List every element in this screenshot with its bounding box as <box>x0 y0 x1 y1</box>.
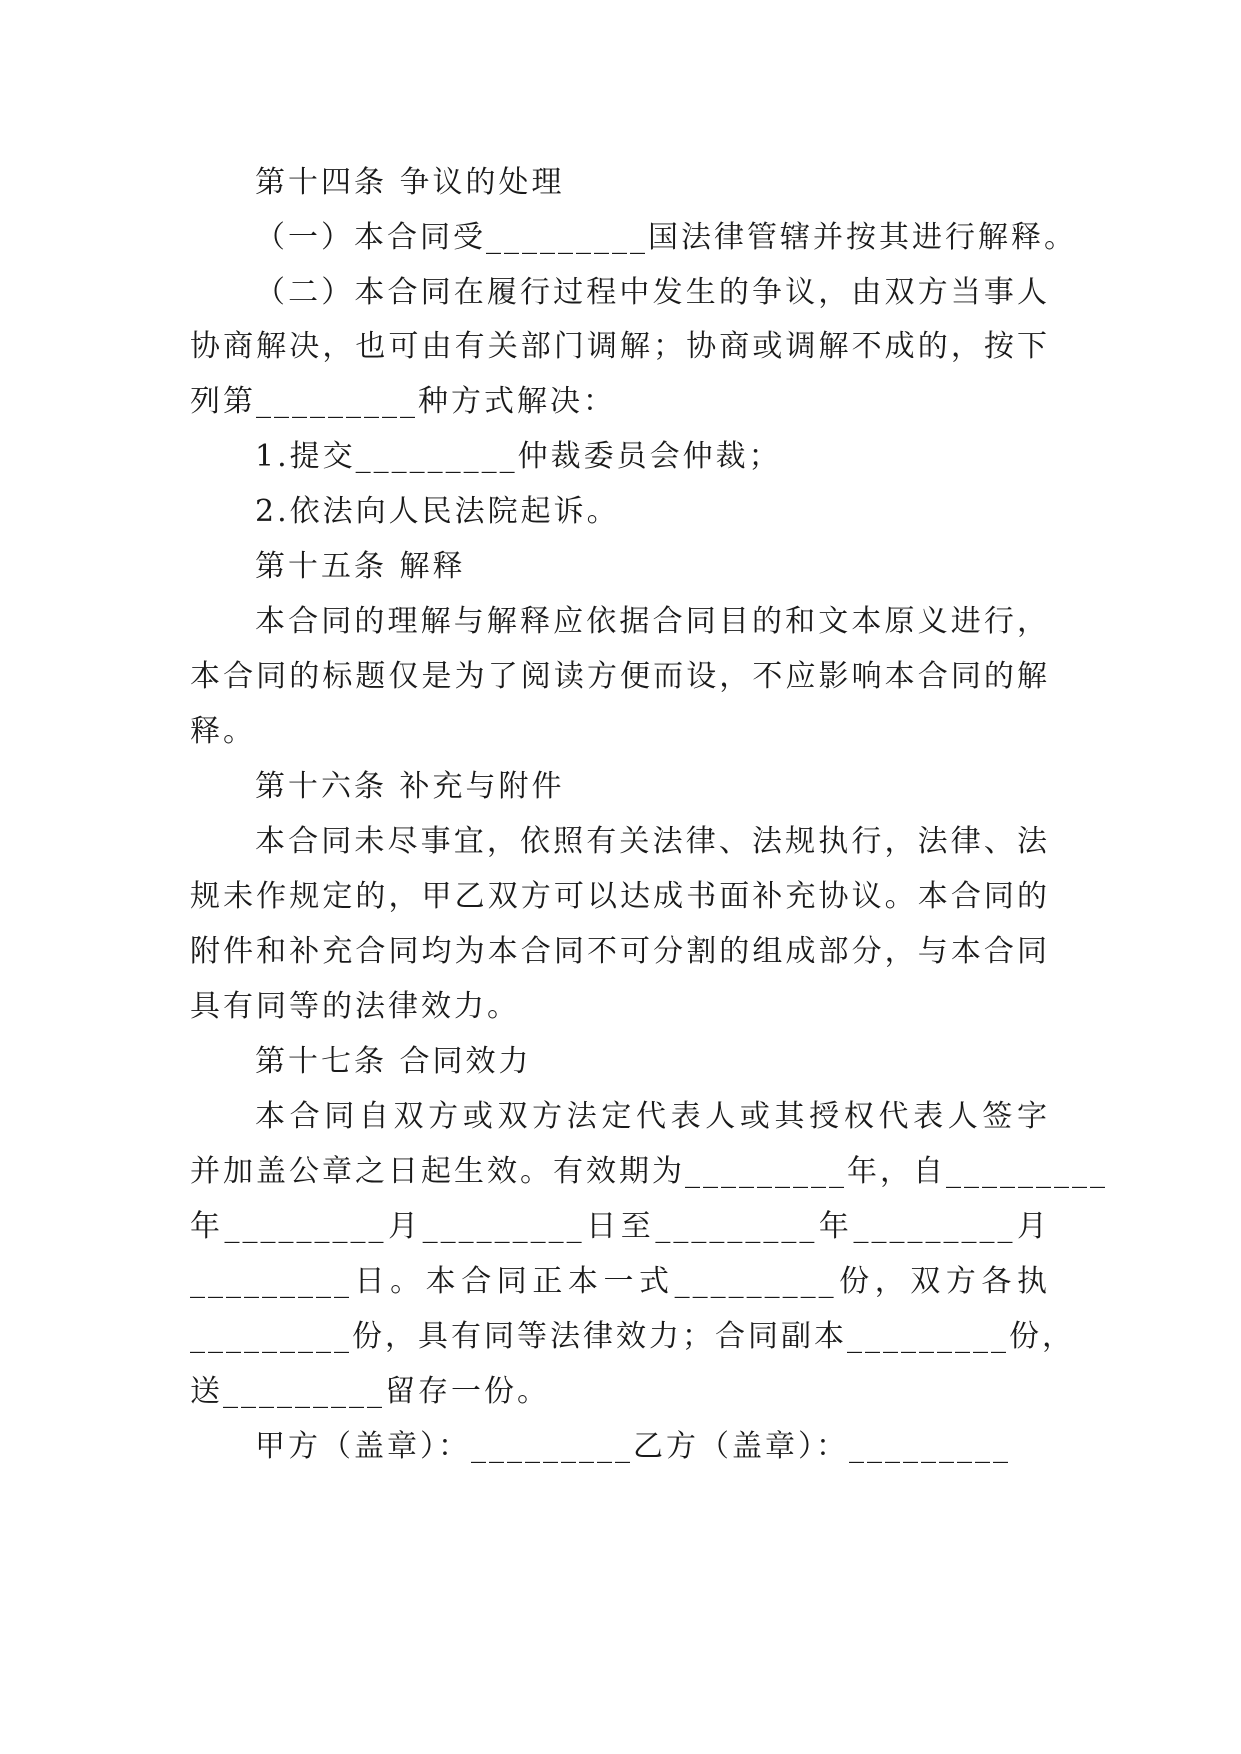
article-17-text-line-1: 本合同自双方或双方法定代表人或其授权代表人签字 <box>255 1099 1050 1134</box>
signature-line: 甲方（盖章）：_________乙方（盖章）：_________ <box>255 1429 1011 1464</box>
article-17-text-line-2: 并加盖公章之日起生效。有效期为_________年，自_________ <box>190 1154 1108 1189</box>
article-14-clause-2-line-2: 协商解决，也可由有关部门调解；协商或调解不成的，按下 <box>190 329 1050 364</box>
article-17-text-line-4: _________日。本合同正本一式_________份，双方各执 <box>190 1264 1050 1299</box>
article-14-clause-2-line-3: 列第_________种方式解决： <box>190 384 616 419</box>
article-16-text-line-3: 附件和补充合同均为本合同不可分割的组成部分，与本合同 <box>190 934 1050 969</box>
article-17-text-line-5: _________份，具有同等法律效力；合同副本_________份， <box>190 1319 1075 1354</box>
article-17-text-line-6: 送_________留存一份。 <box>190 1374 550 1409</box>
article-14-option-1: 1.提交_________仲裁委员会仲裁； <box>255 439 782 474</box>
article-14-clause-2-line-1: （二）本合同在履行过程中发生的争议，由双方当事人 <box>255 275 1050 310</box>
article-17-heading: 第十七条 合同效力 <box>255 1044 532 1079</box>
article-14-option-2: 2.依法向人民法院起诉。 <box>255 494 620 529</box>
article-16-heading: 第十六条 补充与附件 <box>255 769 565 804</box>
article-14-clause-1: （一）本合同受_________国法律管辖并按其进行解释。 <box>255 220 1077 255</box>
article-16-text-line-4: 具有同等的法律效力。 <box>190 989 520 1024</box>
article-16-text-line-1: 本合同未尽事宜，依照有关法律、法规执行，法律、法 <box>255 824 1050 859</box>
article-14-heading: 第十四条 争议的处理 <box>255 165 565 200</box>
article-15-heading: 第十五条 解释 <box>255 549 466 584</box>
article-17-text-line-3: 年_________月_________日至_________年_________月 <box>190 1209 1050 1244</box>
article-15-text-line-2: 本合同的标题仅是为了阅读方便而设，不应影响本合同的解 <box>190 659 1050 694</box>
article-16-text-line-2: 规未作规定的，甲乙双方可以达成书面补充协议。本合同的 <box>190 879 1050 914</box>
article-15-text-line-3: 释。 <box>190 714 256 749</box>
article-15-text-line-1: 本合同的理解与解释应依据合同目的和文本原义进行， <box>255 604 1050 639</box>
